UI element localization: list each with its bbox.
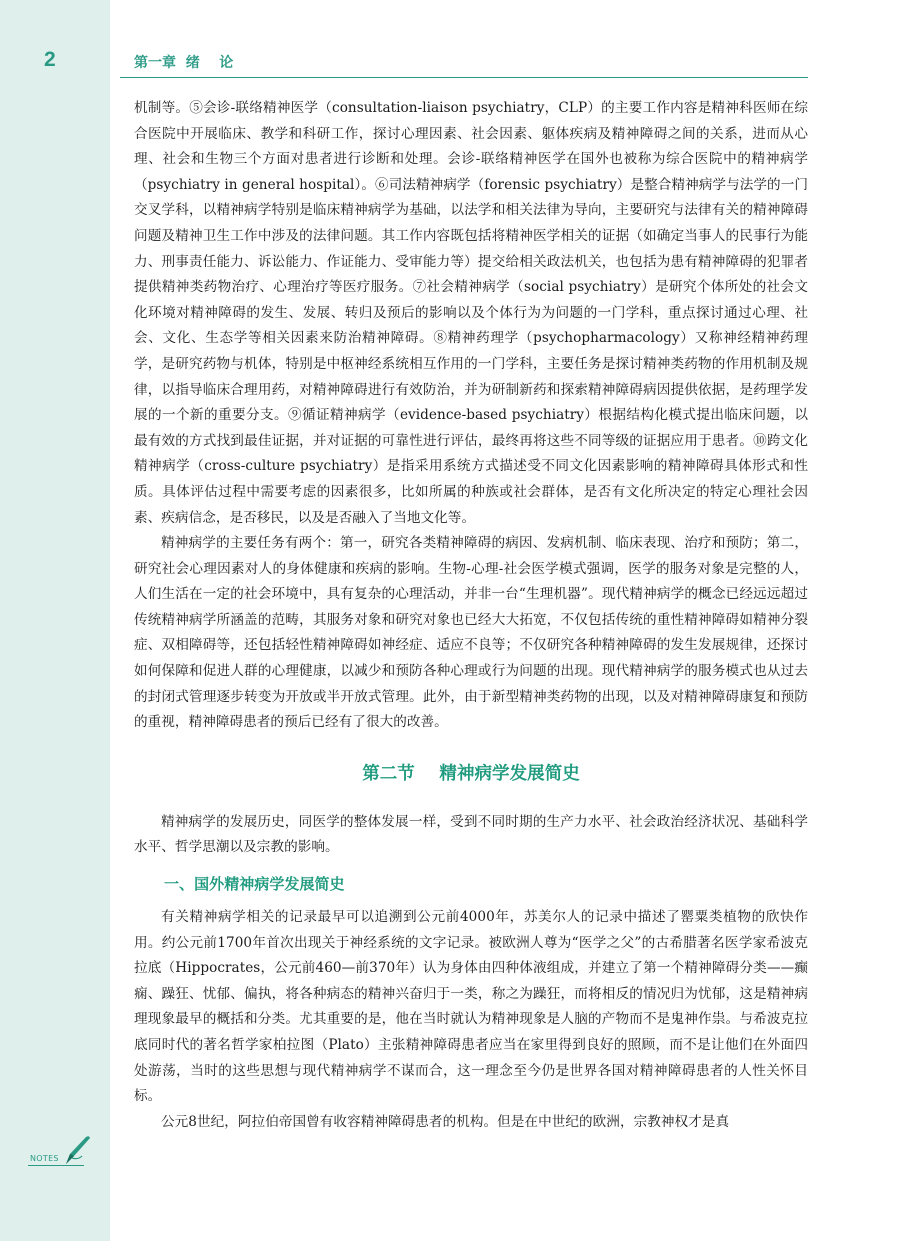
body-paragraph: 有关精神病学相关的记录最早可以追溯到公元前4000年，苏美尔人的记录中描述了罂粟类植物的欣快作用。约公元前1700年首次出现关于神经系统的文字记录。被欧洲人尊为“医学之父”的古希腊著名医学家希波克拉底（Hippocrates，公元前460—前370年）认为身体由四种体液组成，并建立了第一个精神障碍分类——癫痫、躁狂、忧郁、偏执，将各种病态的精神兴奋归于一类，称之为躁狂，而将相反的情况归为忧郁，这是精神病理现象最早的概括和分类。尤其重要的是，他在当时就认为精神现象是人脑的产物而不是鬼神作祟。与希波克拉底同时代的著名哲学家柏拉图（Plato）主张精神障碍患者应当在家里得到良好的照顾，而不是让他们在外面四处游荡，当时的这些思想与现代精神病学不谋而合，这一理念至今仍是世界各国对精神障碍患者的人性关怀目标。 xyxy=(134,909,808,1105)
page-body xyxy=(134,96,808,1135)
section-title: 第二节 精神病学发展简史 xyxy=(362,763,580,784)
header-rule xyxy=(120,77,808,78)
body-paragraph: 机制等。⑤会诊-联络精神医学（consultation-liaison psychiatry，CLP）的主要工作内容是精神科医师在综合医院中开展临床、教学和科研工作，探讨心理因素、社会因素、躯体疾病及精神障碍之间的关系，进而从心理、社会和生物三个方面对患者进行诊断和处理。会诊-联络精神医学在国外也被称为综合医院中的精神病学（psychiatry in general hospital）。⑥司法精神病学（forensic psychiatry）是整合精神病学与法学的一门交叉学科，以精神病学特别是临床精神病学为基础，以法学和相关法律为导向，主要研究与法律有关的精神障碍问题及精神卫生工作中涉及的法律问题。其工作内容既包括将精神医学相关的证据（如确定当事人的民事行为能力、刑事责任能力、诉讼能力、作证能力、受审能力等）提交给相关政法机关，也包括为患有精神障碍的犯罪者提供精神类药物治疗、心理治疗等医疗服务。⑦社会精神病学（social psychiatry）是研究个体所处的社会文化环境对精神障碍的发生、发展、转归及预后的影响以及个体行为为问题的一门学科，重点探讨通过心理、社会、文化、生态学等相关因素来防治精神障碍。⑧精神药理学（psychopharmacology）又称神经精神药理学，是研究药物与机体，特别是中枢神经系统相互作用的一门学科，主要任务是探讨精神类药物的作用机制及规律，以指导临床合理用药，对精神障碍进行有效防治，并为研制新药和探索精神障碍病因提供依据，是药理学发展的一个新的重要分支。⑨循证精神病学（evidence-based psychiatry）根据结构化模式提出临床问题，以最有效的方式找到最佳证据，并对证据的可靠性进行评估，最终再将这些不同等级的证据应用于患者。⑩跨文化精神病学（cross-culture psychiatry）是指采用系统方式描述受不同文化因素影响的精神障碍具体形式和性质。具体评估过程中需要考虑的因素很多，比如所属的种族或社会群体，是否有文化所决定的特定心理社会因素、疾病信念，是否移民，以及是否融入了当地文化等。 xyxy=(134,100,808,526)
chapter-header: 第一章 绪 论 xyxy=(134,55,234,71)
pen-icon xyxy=(62,1134,92,1166)
page-number: 2 xyxy=(44,48,56,71)
notes-label: NOTES xyxy=(30,1154,59,1163)
body-paragraph: 公元8世纪，阿拉伯帝国曾有收容精神障碍患者的机构。但是在中世纪的欧洲，宗教神权才是真 xyxy=(161,1113,730,1130)
notes-mark xyxy=(28,1132,108,1172)
subsection-heading: 一、国外精神病学发展简史 xyxy=(164,875,345,894)
section-intro: 精神病学的发展历史，同医学的整体发展一样，受到不同时期的生产力水平、社会政治经济状况、基础科学水平、哲学思潮以及宗教的影响。 xyxy=(134,813,808,856)
body-paragraph: 精神病学的主要任务有两个：第一，研究各类精神障碍的病因、发病机制、临床表现、治疗和预防；第二，研究社会心理因素对人的身体健康和疾病的影响。生物-心理-社会医学模式强调，医学的服务对象是完整的人，人们生活在一定的社会环境中，具有复杂的心理活动，并非一台“生理机器”。现代精神病学的概念已经远远超过传统精神病学所涵盖的范畴，其服务对象和研究对象也已经大大拓宽，不仅包括传统的重性精神障碍如精神分裂症、双相障碍等，还包括轻性精神障碍如神经症、适应不良等；不仅研究各种精神障碍的发生发展规律，还探讨如何保障和促进人群的心理健康，以减少和预防各种心理或行为问题的出现。现代精神病学的服务模式也从过去的封闭式管理逐步转变为开放或半开放式管理。此外，由于新型精神类药物的出现，以及对精神障碍康复和预防的重视，精神障碍患者的预后已经有了很大的改善。 xyxy=(134,535,808,731)
margin-band xyxy=(0,0,110,1241)
